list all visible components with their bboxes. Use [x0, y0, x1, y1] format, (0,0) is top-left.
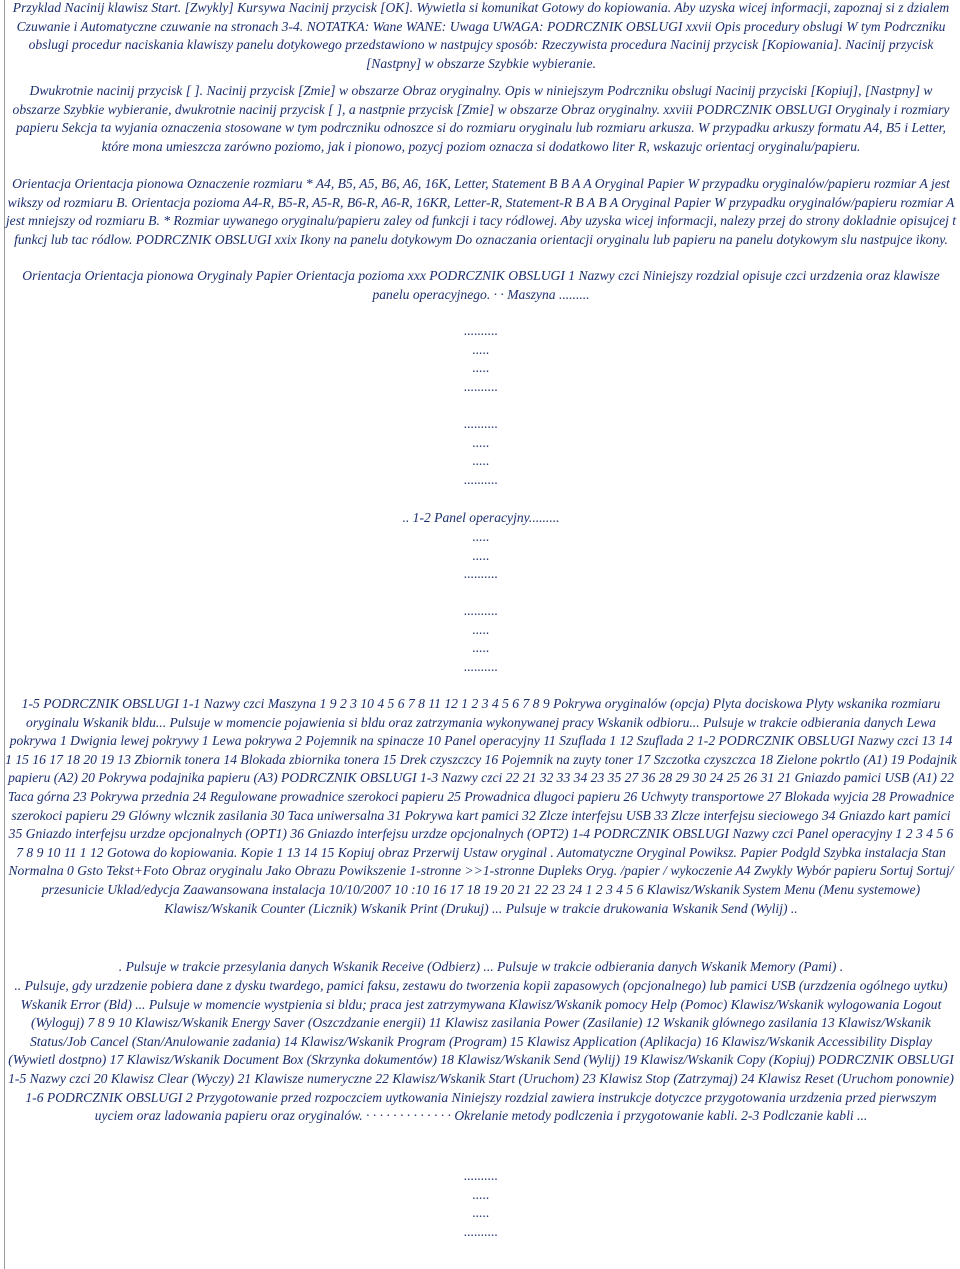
paragraph-3: Orientacja Orientacja pionowa Oznaczenie rozmiaru * A4, B5, A5, B6, A6, 16K, Letter, Statement B B A A Oryginal Papier W przypadku oryginalów/papieru rozmiar A jest wikszy od rozmiaru B. Orientacja pozioma A4-R, B5-R, A5-R, B6-R, A6-R, 16KR, Letter-R, Statement-R B A B A Oryginal Papier W przypadku oryginalów/papieru rozmiar A jest mniejszy od rozmiaru B. * Rozmiar uywanego oryginalu/papieru zaley od funkcji i tacy ródlowej. Aby uzyska wicej informacji, nalezy przej do strony dokladnie opisujcej t funkcj lub tac ródlow. PODRCZNIK OBSLUGI xxix Ikony na panelu dotykowym Do oznaczania orientacji oryginalu lub papieru na panelu dotykowym slu nastpujce ikony. [5, 176, 957, 247]
document-page [4, 0, 956, 1269]
dot-leader-group-4 [5, 602, 957, 676]
paragraph-2: Dwukrotnie nacinij przycisk [ ]. Nacinij przycisk [Zmie] w obszarze Obraz oryginalny. Opis w niniejszym Podrczniku obslugi Nacinij przyciski [Kopiuj], [Nastpny] w obszarze Szybkie wybieranie, dwukrotnie nacinij przycisk [ ], a nastpnie przycisk [Zmie] w obszarze Obraz oryginalny. xxviii PODRCZNIK OBSLUGI Oryginaly i rozmiary papieru Sekcja ta wyjania oznaczenia stosowane w tym podrczniku odnoszce si do rozmiaru oryginalu lub rozmiaru arkusza. W przypadku arkuszy formatu A4, B5 i Letter, które mona umieszcza zarówno poziomo, jak i pionowo, pozycj poziom oznacza si dodatkowo liter R, wskazujc orientacj oryginalu/papieru. [12, 83, 950, 154]
dot-leader: .......... [464, 566, 498, 581]
paragraph-1: Przyklad Nacinij klawisz Start. [Zwykly] Kursywa Nacinij przycisk [OK]. Wywietla si komunikat Gotowy do kopiowania. Aby uzyska wicej informacji, zapoznaj si z dzialem Czuwanie i Automatyczne czuwanie na stronach 3-4. NOTATKA: Wane WANE: Uwaga UWAGA: PODRCZNIK OBSLUGI xxvii Opis procedury obslugi W tym Podrczniku obslugi procedur naciskania klawiszy panelu dotykowego przedstawiono w nastpujcy sposób: Rzeczywista procedura Nacinij przycisk [Kopiowania]. Nacinij przycisk [Nastpny] w obszarze Szybkie wybieranie. [12, 0, 950, 71]
paragraph-7: . Pulsuje w trakcie przesylania danych Wskanik Receive (Odbierz) ... Pulsuje w trakcie odbierania danych Wskanik Memory (Pami) . [118, 959, 844, 974]
dot-leader: ..... [472, 547, 490, 563]
dot-leader: ..... [472, 341, 490, 357]
paragraph-4: Orientacja Orientacja pionowa Oryginaly Papier Orientacja pozioma xxx PODRCZNIK OBSLUGI 1 Nazwy czci Niniejszy rozdzial opisuje czci urzdzenia oraz klawisze panelu operacyjnego. · · Maszyna ......... [22, 268, 940, 302]
dot-leader: .......... [464, 471, 498, 487]
dot-leader: .......... [464, 1168, 498, 1183]
paragraph-8: .. Pulsuje, gdy urzdzenie pobiera dane z dysku twardego, pamici faksu, zestawu do tworzenia kopii zapasowych (opcjonalnego) lub pamici USB (urzdzenia ogólnego uytku) Wskanik Error (Bld) ... Pulsuje w momencie wystpienia si bldu; praca jest zatrzymywana Klawisz/Wskanik pomocy Help (Pomoc) Klawisz/Wskanik wylogowania Logout (Wyloguj) 7 8 9 10 Klawisz/Wskanik Energy Saver (Oszczdzanie energii) 11 Klawisz zasilania Power (Zasilanie) 12 Wskanik glównego zasilania 13 Klawisz/Wskanik Status/Job Cancel (Stan/Anulowanie zadania) 14 Klawisz/Wskanik Program (Program) 15 Klawisz Application (Aplikacja) 16 Klawisz/Wskanik Accessibility Display (Wywietl dostpno) 17 Klawisz/Wskanik Document Box (Skrzynka dokumentów) 18 Klawisz/Wskanik Send (Wylij) 19 Klawisz/Wskanik Copy (Kopiuj) PODRCZNIK OBSLUGI 1-5 Nazwy czci 20 Klawisz Clear (Wyczy) 21 Klawisze numeryczne 22 Klawisz/Wskanik Start (Uruchom) 23 Klawisz Stop (Zatrzymaj) 24 Klawisz Reset (Uruchom ponownie) 1-6 PODRCZNIK OBSLUGI 2 Przygotowanie przed rozpoczciem uytkowania Niniejszy rozdzial zawiera instrukcje dotyczce przygotowania urzdzenia przed pierwszym uyciem oraz ladowania papieru oraz oryginalów. · · · · · · · · · · · · · Okrelanie metody podlczenia i przygotowanie kabli. 2-3 Podlczanie kabli ... [8, 978, 954, 1124]
dot-leader: .......... [464, 1223, 498, 1239]
dot-leader-group-2 [5, 415, 957, 489]
dot-leader: ..... [472, 621, 490, 637]
dot-leader-group-5 [5, 1167, 957, 1241]
dot-leader: ..... [472, 640, 490, 655]
dot-leader: ..... [472, 1205, 490, 1220]
dot-leader: ..... [472, 529, 490, 544]
dot-leader-group-1 [5, 322, 957, 396]
paragraph-5: .. 1-2 Panel operacyjny......... [402, 510, 560, 525]
dot-leader: .......... [464, 658, 498, 674]
dot-leader: ..... [472, 453, 490, 468]
dot-leader: ..... [472, 434, 490, 450]
dot-leader: ..... [472, 360, 490, 375]
dot-leader-group-3 [5, 528, 957, 584]
paragraph-6: 1-5 PODRCZNIK OBSLUGI 1-1 Nazwy czci Maszyna 1 9 2 3 10 4 5 6 7 8 11 12 1 2 3 4 5 6 7 8 9 Pokrywa oryginalów (opcja) Plyta dociskowa Plyty wskanika rozmiaru oryginalu Wskanik bldu... Pulsuje w momencie pojawienia si bldu oraz zatrzymania wykonywanej pracy Wskanik odbioru... Pulsuje w trakcie odbierania danych Lewa pokrywa 1 Dwignia lewej pokrywy 1 Lewa pokrywa 2 Pojemnik na spinacze 10 Panel operacyjny 11 Szuflada 1 12 Szuflada 2 1-2 PODRCZNIK OBSLUGI Nazwy czci 13 14 1 15 16 17 18 20 19 13 Zbiornik tonera 14 Blokada zbiornika tonera 15 Drek czyszczcy 16 Pojemnik na zuyty toner 17 Szczotka czyszczca 18 Zielone pokrtlo (A1) 19 Podajnik papieru (A2) 20 Pokrywa podajnika papieru (A3) PODRCZNIK OBSLUGI 1-3 Nazwy czci 22 21 32 33 34 23 35 27 36 28 29 30 24 25 26 31 21 Gniazdo pamici USB (A1) 22 Taca górna 23 Pokrywa przednia 24 Regulowane prowadnice szerokoci papieru 25 Prowadnica dlugoci papieru 26 Uchwyty transportowe 27 Blokada wyjcia 28 Prowadnice szerokoci papieru 29 Glówny wlcznik zasilania 30 Taca uniwersalna 31 Pokrywa kart pamici 32 Zlcze interfejsu USB 33 Zlcze interfejsu sieciowego 34 Gniazdo kart pamici 35 Gniazdo interfejsu urzdze opcjonalnych (OPT1) 36 Gniazdo interfejsu urzdze opcjonalnych (OPT2) 1-4 PODRCZNIK OBSLUGI Nazwy czci Panel operacyjny 1 2 3 4 5 6 7 8 9 10 11 1 12 Gotowa do kopiowania. Kopie 1 13 14 15 Kopiuj obraz Przerwij Ustaw oryginal . Automatyczne Oryginal Powiksz. Papier Podgld Szybka instalacja Stan Normalna 0 Gsto Tekst+Foto Obraz oryginalu Jako Obrazu Powikszenie 1-stronne >>1-stronne Dupleks Oryg. /papier / wykoczenie A4 Zwykly Wybór papieru Sortuj Sortuj/ przesunicie Uklad/edycja Zaawansowana instalacja 10/10/2007 10 :10 16 17 18 19 20 21 22 23 24 1 2 3 4 5 6 Klawisz/Wskanik System Menu (Menu systemowe) Klawisz/Wskanik Counter (Licznik) Wskanik Print (Drukuj) ... Pulsuje w trakcie drukowania Wskanik Send (Wylij) .. [5, 696, 957, 916]
dot-leader: .......... [464, 603, 498, 618]
dot-leader: .......... [464, 378, 498, 394]
dot-leader: ..... [472, 1186, 490, 1202]
dot-leader: .......... [464, 416, 498, 431]
dot-leader: .......... [464, 323, 498, 338]
